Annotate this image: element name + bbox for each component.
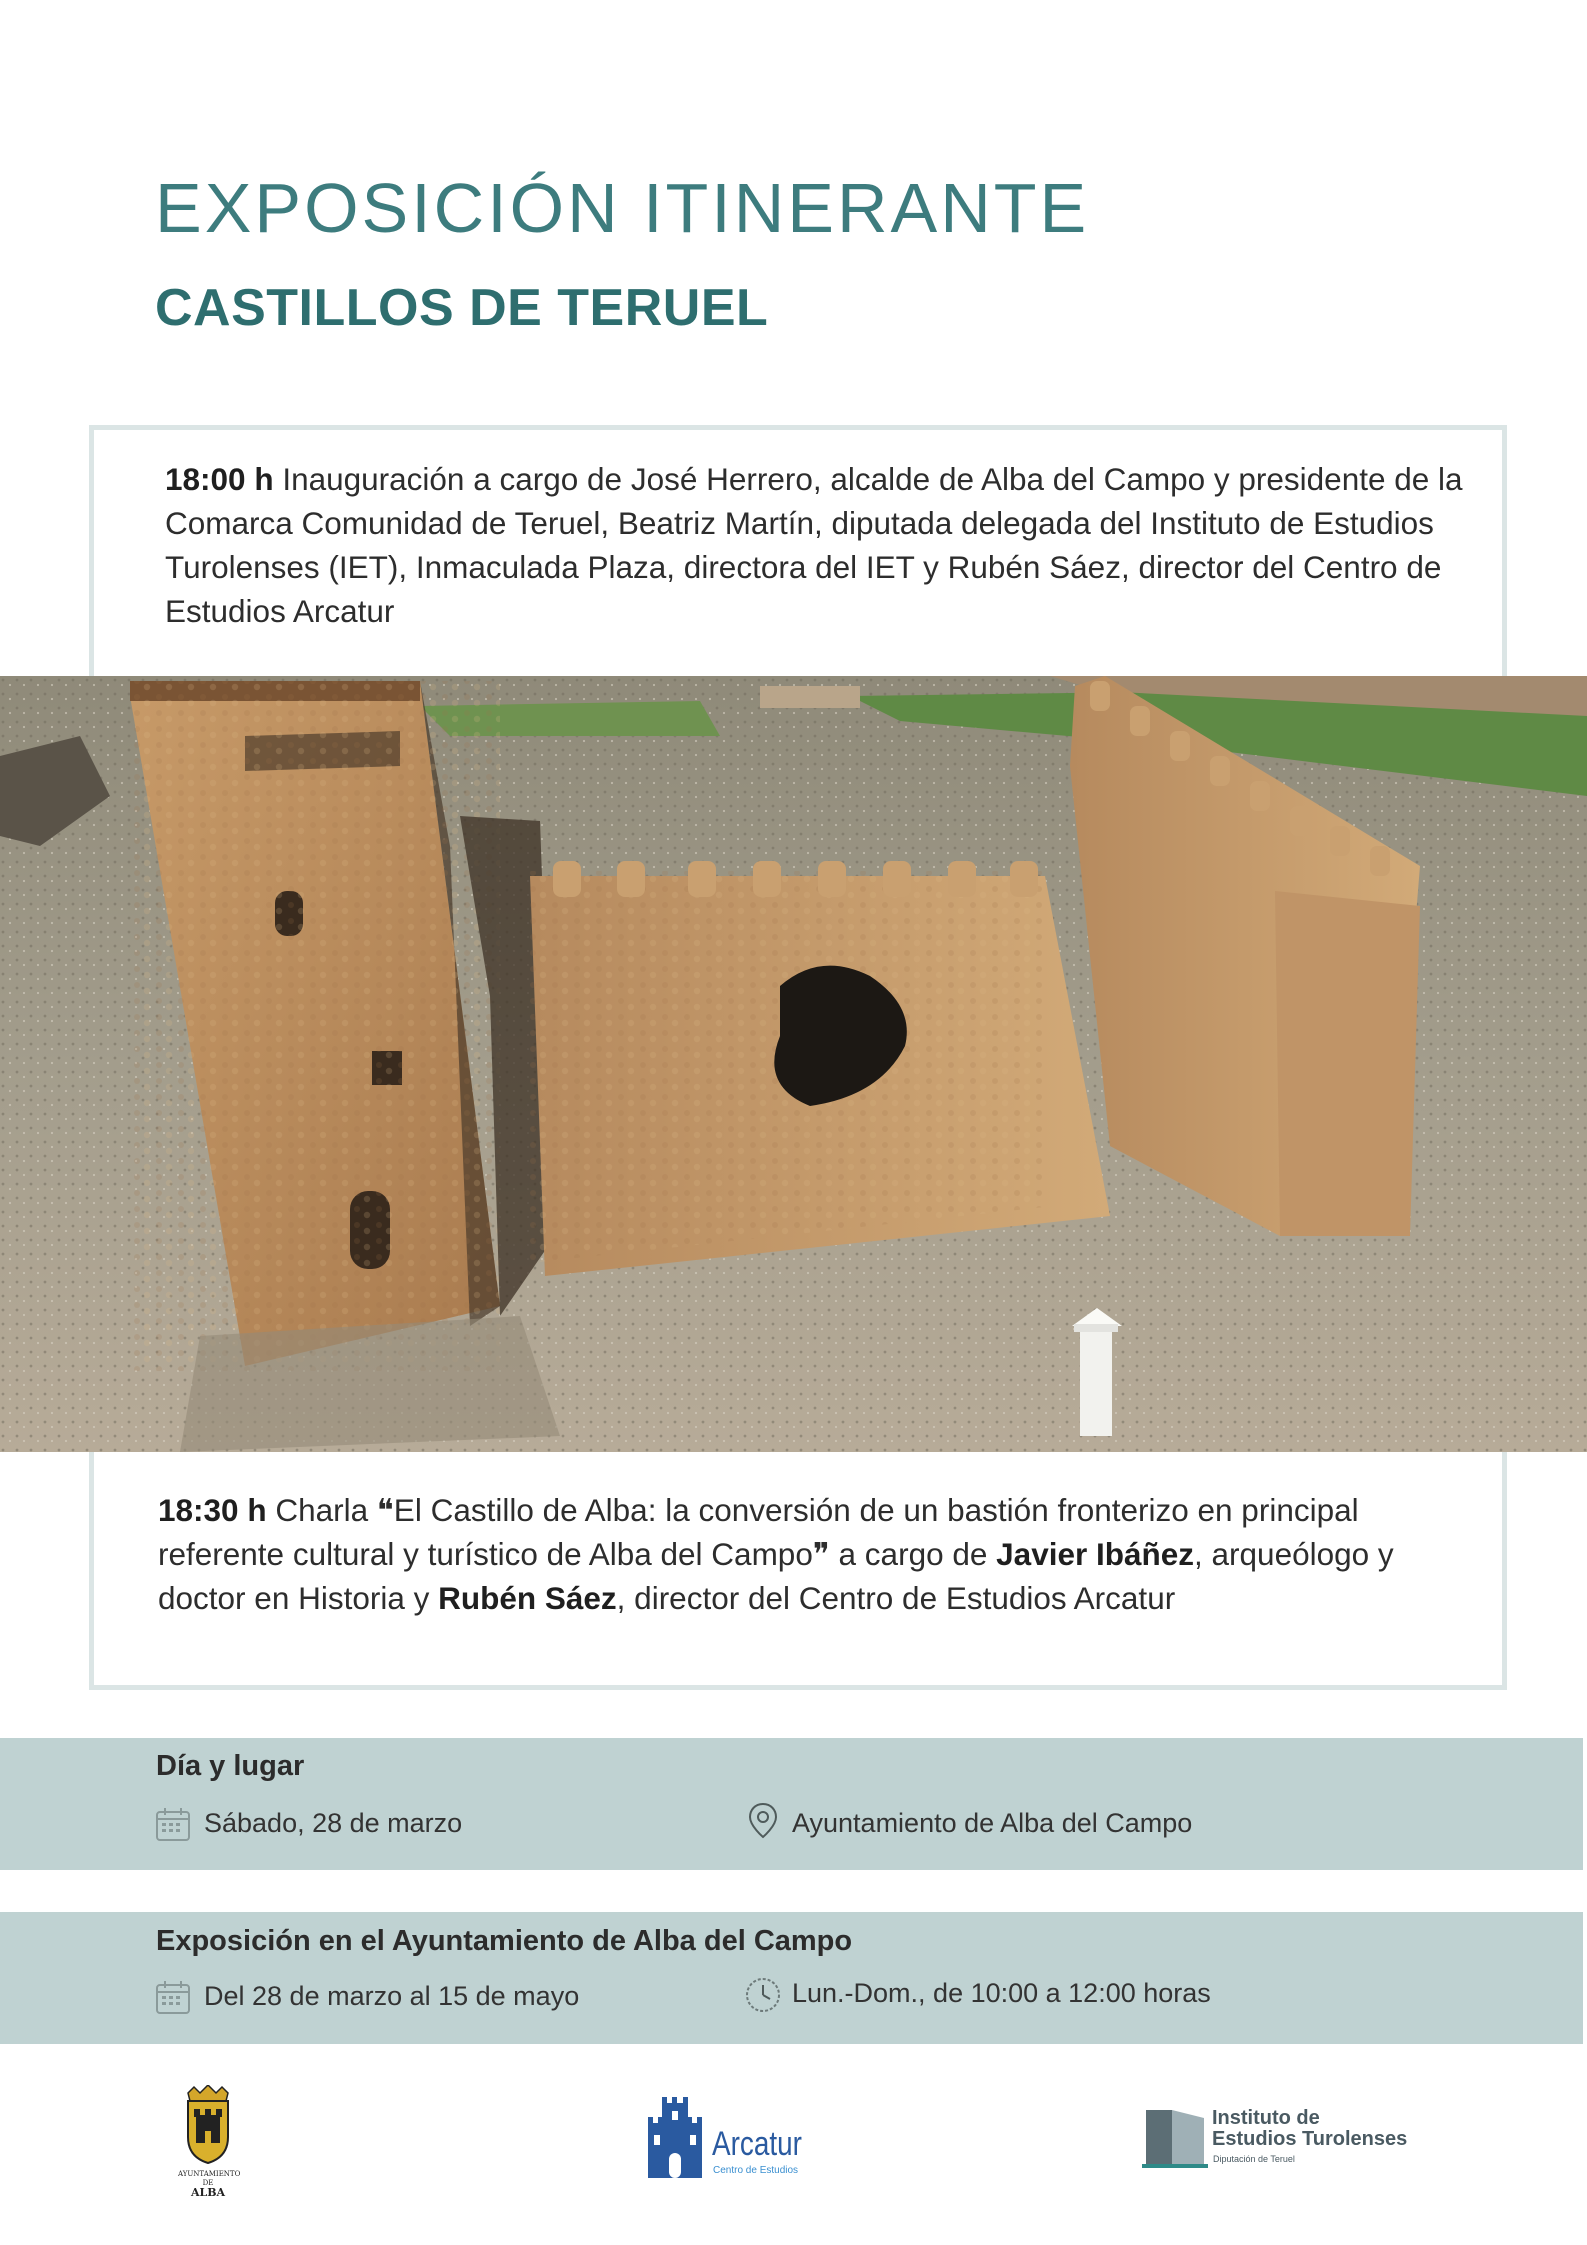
event-inauguration (165, 457, 1465, 633)
ayuntamiento-alba-logo (178, 2085, 241, 2200)
iet-logo (1142, 2106, 1442, 2176)
exhibition-hours: Lun.-Dom., de 10:00 a 12:00 horas (792, 1978, 1211, 2008)
event-talk-text-b: , arqueólogo y doctor en Historia y (158, 1536, 1394, 1616)
venue-date: Sábado, 28 de marzo (204, 1808, 463, 1838)
arcatur-subtitle: Centro de Estudios (713, 2165, 799, 2176)
exhibition-dates: Del 28 de marzo al 15 de mayo (204, 1981, 580, 2011)
arcatur-name: Arcatur (712, 2125, 802, 2163)
iet-line1: Instituto de (1212, 2107, 1320, 2129)
arcatur-castle-icon (644, 2093, 706, 2183)
calendar-icon (154, 1805, 192, 1843)
event-talk-time: 18:30 h (158, 1492, 267, 1528)
event-talk-text-a: Charla ❝El Castillo de Alba: la conversión de un bastión fronterizo en principal referente cultural y turístico de Alba del Campo❞ a cargo de (158, 1492, 1359, 1572)
event-inauguration-time: 18:00 h (165, 461, 274, 497)
castle-photo (0, 676, 1587, 1452)
alba-logo-name: ALBA (190, 2186, 226, 2199)
exhibition-subtitle: CASTILLOS DE TERUEL (155, 279, 769, 337)
iet-line2: Estudios Turolenses (1212, 2128, 1408, 2150)
speaker-ibanez: Javier Ibáñez (996, 1536, 1195, 1572)
event-talk (158, 1488, 1458, 1620)
arcatur-logo (644, 2093, 814, 2183)
alba-logo-text: AYUNTAMIENTO (178, 2170, 241, 2178)
clock-icon (744, 1976, 782, 2014)
speaker-saez: Rubén Sáez (438, 1580, 617, 1616)
alba-crest-icon (178, 2085, 238, 2165)
calendar-icon (154, 1978, 192, 2016)
iet-book-icon (1142, 2106, 1208, 2170)
venue-place: Ayuntamiento de Alba del Campo (792, 1808, 1193, 1838)
exhibition-title: EXPOSICIÓN ITINERANTE (155, 169, 1090, 247)
iet-line3: Diputación de Teruel (1213, 2154, 1295, 2164)
event-inauguration-text: Inauguración a cargo de José Herrero, alcalde de Alba del Campo y presidente de la Comarca Comunidad de Teruel, Beatriz Martín, diputada delegada del Instituto de Estudios Turolenses (IET), Inmaculada Plaza, directora del IET y Rubén Sáez, director del Centro de Estudios Arcatur (165, 461, 1463, 629)
venue-heading: Día y lugar (156, 1750, 305, 1782)
alba-logo-text: DE (202, 2179, 214, 2187)
location-pin-icon (744, 1801, 782, 1839)
event-talk-text-c: , director del Centro de Estudios Arcatur (616, 1580, 1176, 1616)
exhibition-heading: Exposición en el Ayuntamiento de Alba del Campo (156, 1925, 853, 1957)
